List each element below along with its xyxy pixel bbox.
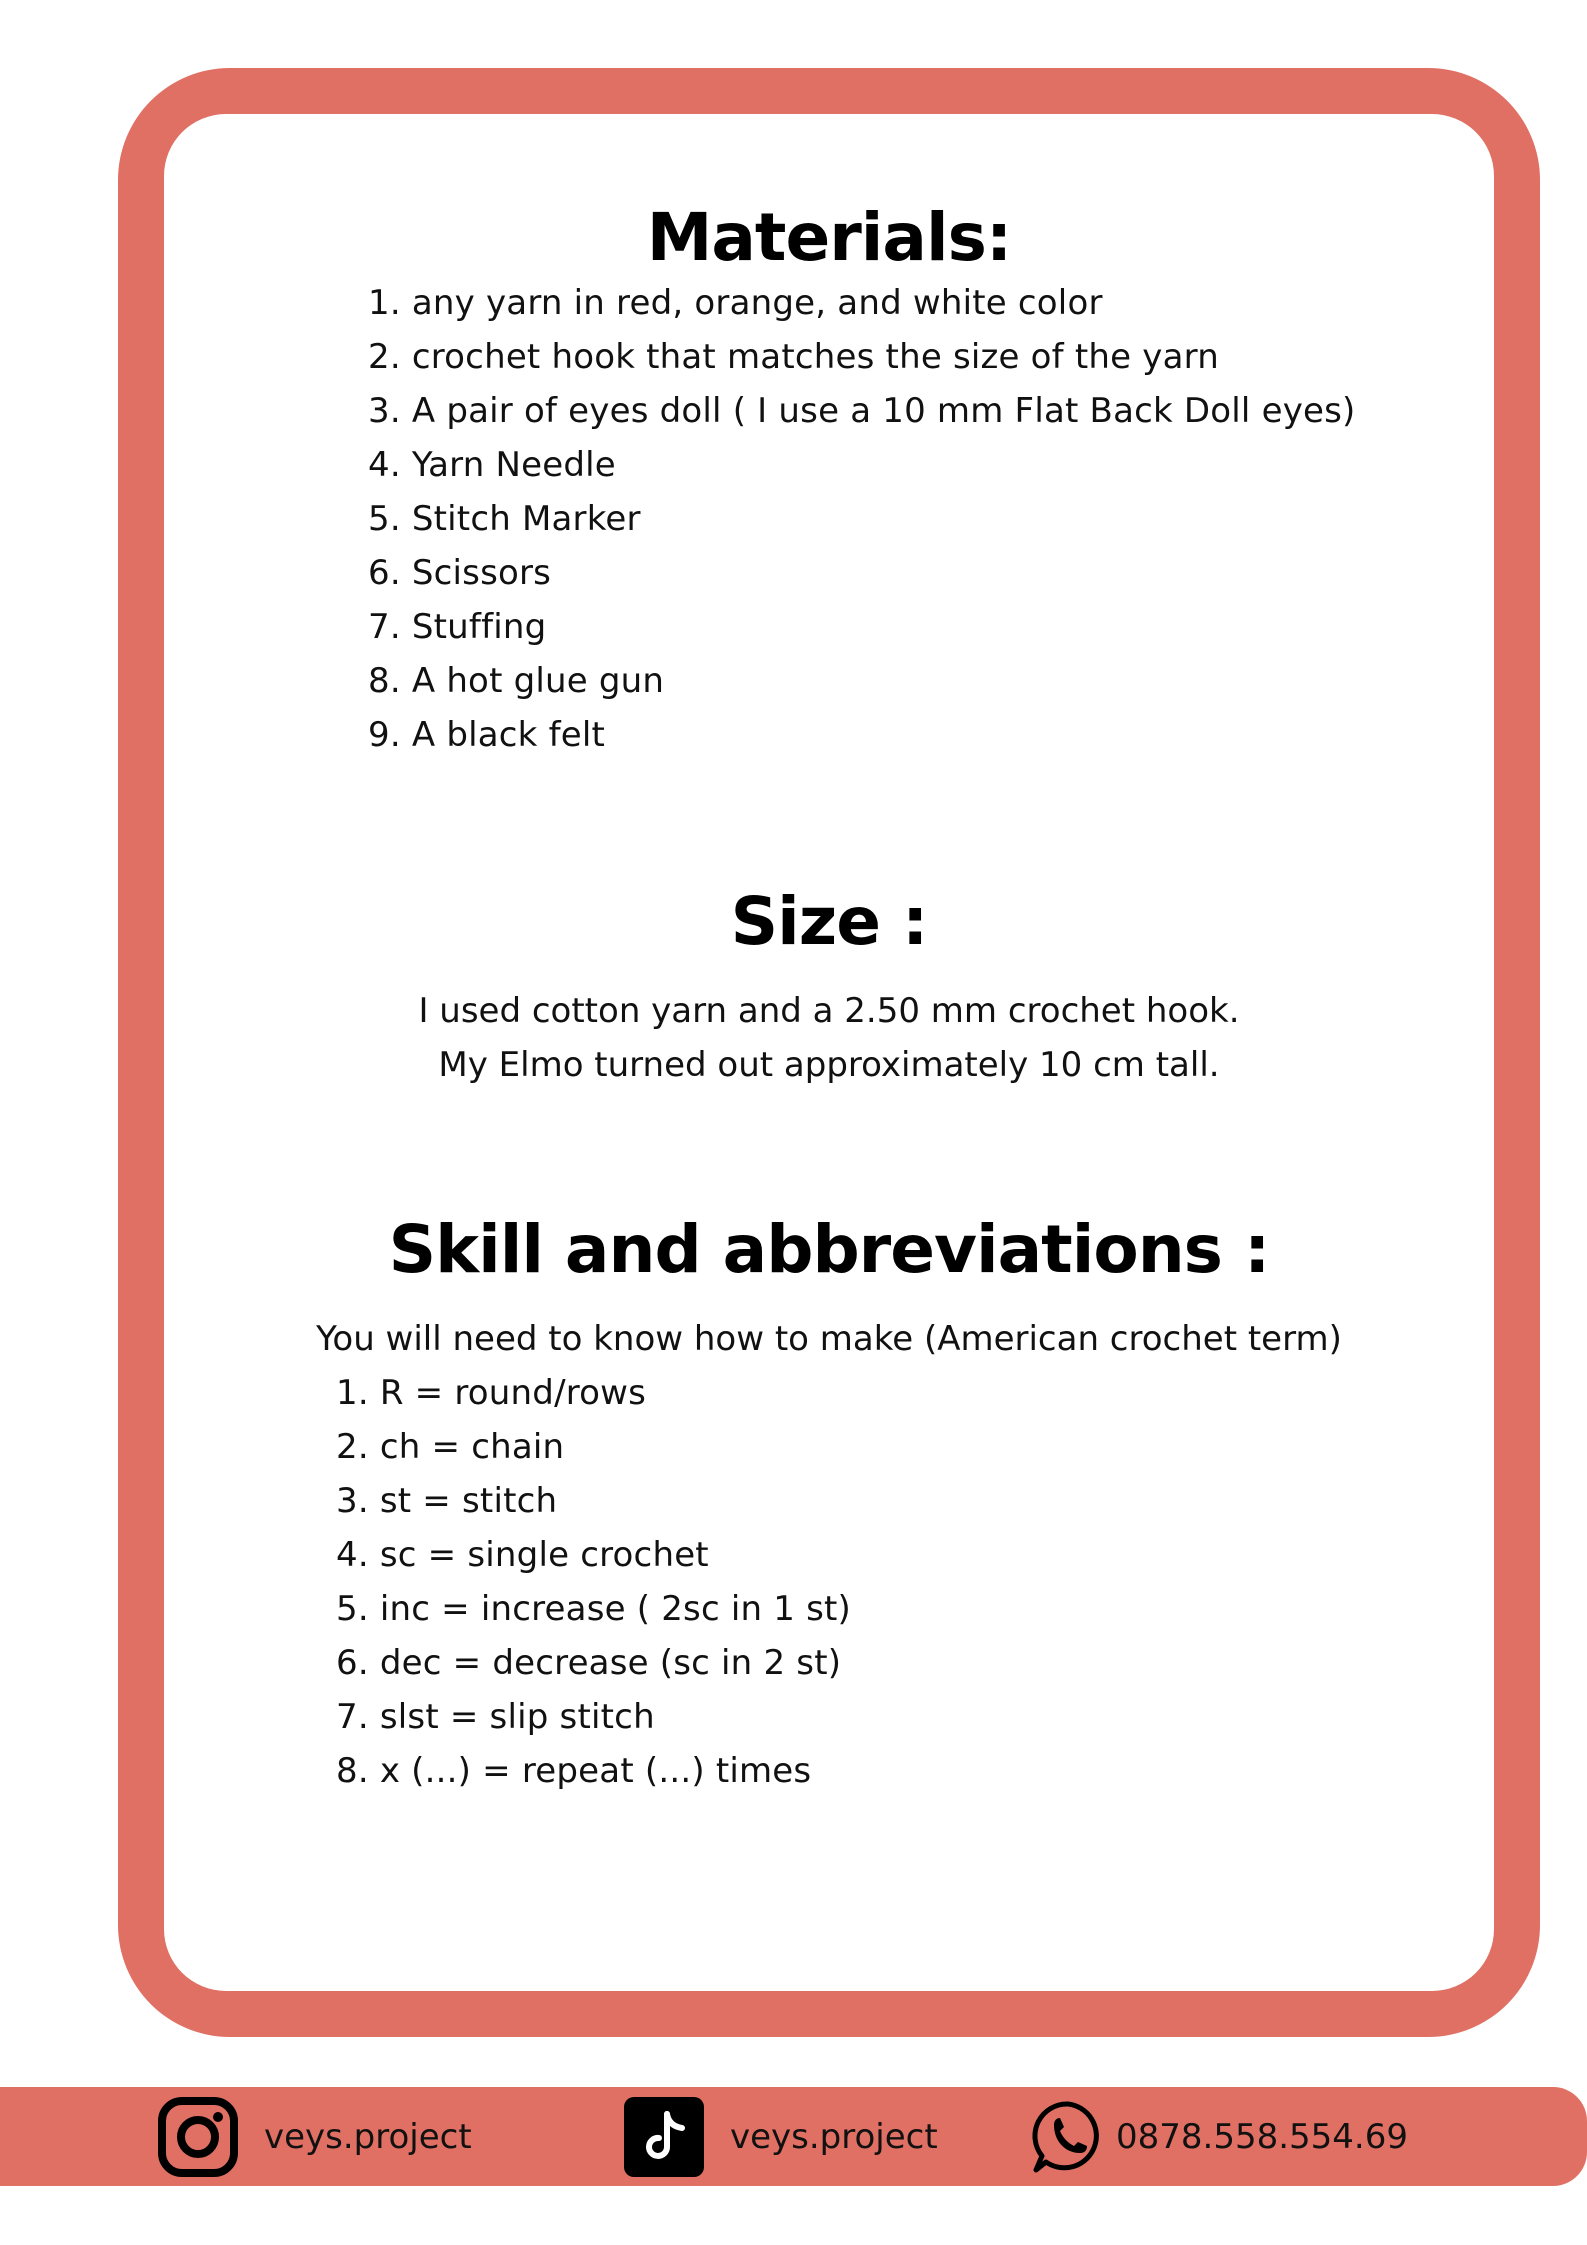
list-item: 7. slst = slip stitch xyxy=(336,1697,655,1737)
tiktok-handle: veys.project xyxy=(730,2116,938,2157)
whatsapp-number: 0878.558.554.69 xyxy=(1116,2116,1409,2157)
tiktok-icon xyxy=(624,2097,704,2177)
list-item: 2. crochet hook that matches the size of the yarn xyxy=(368,337,1219,377)
list-item: 1. R = round/rows xyxy=(336,1373,647,1413)
list-item: 8. A hot glue gun xyxy=(368,661,665,701)
list-item: 5. Stitch Marker xyxy=(368,499,641,539)
list-item: 4. sc = single crochet xyxy=(336,1535,709,1575)
skills-heading: Skill and abbreviations : xyxy=(388,1211,1270,1288)
whatsapp-link[interactable] xyxy=(1030,2087,1408,2186)
size-description xyxy=(164,984,1494,1092)
list-item: 9. A black felt xyxy=(368,715,606,755)
materials-heading: Materials: xyxy=(646,199,1012,276)
list-item: 1. any yarn in red, orange, and white color xyxy=(368,283,1103,323)
page-frame xyxy=(118,68,1540,2037)
list-item: 3. st = stitch xyxy=(336,1481,558,1521)
list-item: 7. Stuffing xyxy=(368,607,547,647)
content-card xyxy=(164,114,1494,1991)
list-item: 4. Yarn Needle xyxy=(368,445,616,485)
list-item: 3. A pair of eyes doll ( I use a 10 mm Flat Back Doll eyes) xyxy=(368,391,1356,431)
instagram-icon xyxy=(158,2097,238,2177)
materials-list xyxy=(368,276,1356,762)
size-line: I used cotton yarn and a 2.50 mm crochet hook. xyxy=(418,991,1240,1031)
list-item: 2. ch = chain xyxy=(336,1427,565,1467)
instagram-handle: veys.project xyxy=(264,2116,472,2157)
skills-list xyxy=(336,1366,851,1798)
whatsapp-icon xyxy=(1030,2099,1106,2175)
instagram-link[interactable] xyxy=(158,2087,472,2186)
tiktok-link[interactable] xyxy=(624,2087,938,2186)
list-item: 6. Scissors xyxy=(368,553,552,593)
list-item: 8. x (...) = repeat (...) times xyxy=(336,1751,812,1791)
size-line: My Elmo turned out approximately 10 cm tall. xyxy=(438,1045,1220,1085)
list-item: 6. dec = decrease (sc in 2 st) xyxy=(336,1643,842,1683)
skills-intro: You will need to know how to make (American crochet term) xyxy=(316,1319,1342,1359)
list-item: 5. inc = increase ( 2sc in 1 st) xyxy=(336,1589,852,1629)
social-footer xyxy=(0,2087,1587,2186)
size-heading: Size : xyxy=(730,883,928,960)
